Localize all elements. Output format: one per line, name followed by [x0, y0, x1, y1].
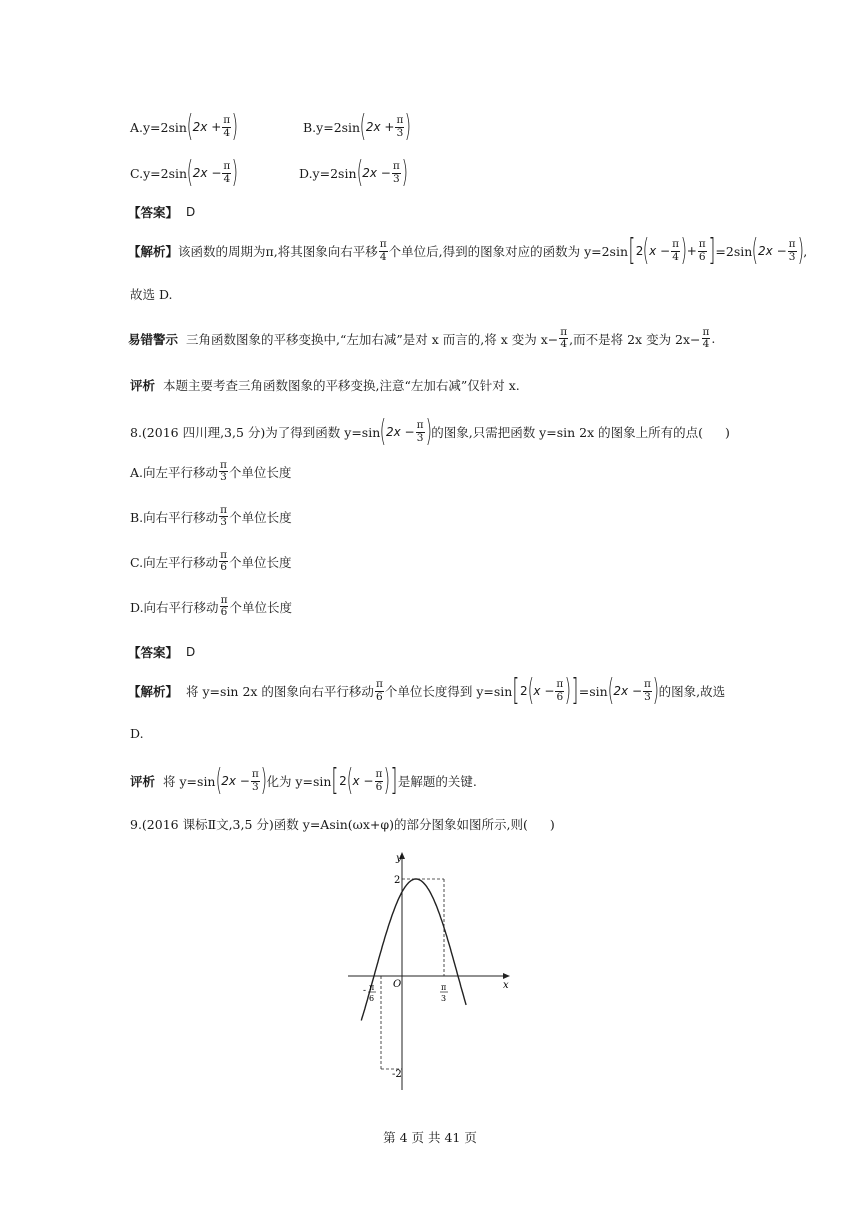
q8-analysis: 【解析】 将 y=sin 2x 的图象向右平行移动 $\frac{\pi}{6}$ 个单位长度得到 y=sin [ 2 ( x − $\frac{\pi}{6}$ ) ] =sin ( 2x − $\frac{\pi}{3}$ ) 的图象,故选: [128, 673, 726, 708]
q8-text-2: 的图象,只需把函数 y=sin 2x 的图象上所有的点(: [431, 425, 703, 440]
analysis-text-1: 该函数的周期为π,将其图象向右平移: [178, 244, 378, 259]
option-a-inner: 2x +: [192, 120, 222, 134]
comment-text-3: 是解题的关键.: [397, 774, 477, 789]
analysis-text-3: =sin: [578, 683, 608, 699]
option-d-inner: 2x −: [362, 166, 391, 180]
answer-value: D: [186, 645, 196, 659]
q9-text: 9.(2016 课标Ⅱ文,3,5 分)函数 y=Asin(ωx+φ)的部分图象如图所示,则(: [130, 817, 528, 832]
origin-label: O: [393, 979, 402, 990]
q8-comment: 评析 将 y=sin ( 2x − $\frac{\pi}{3}$ ) 化为 y=sin [ 2 ( x − $\frac{\pi}{6}$ ) ] 是解题的关键.: [130, 763, 477, 798]
analysis-label: 【解析】: [128, 684, 179, 699]
q7-option-b: B.y=2sin ( 2x + $\frac{\pi}{3}$ ): [303, 109, 412, 144]
comment-label: 评析: [130, 378, 156, 393]
answer-label: 【答案】: [128, 205, 179, 220]
option-b-frac: $\frac{\pi}{3}$: [396, 114, 404, 139]
x-axis-arrow: [503, 973, 510, 979]
frac-pi-4: $\frac{\pi}{4}$: [379, 238, 387, 263]
q7-option-d: D.y=2sin ( 2x − $\frac{\pi}{3}$ ): [299, 155, 408, 190]
analysis-text-4: ,: [803, 243, 808, 259]
comment-text: 本题主要考查三角函数图象的平移变换,注意“左加右减”仅针对 x.: [163, 378, 520, 393]
q7-comment: [130, 376, 520, 394]
q8-analysis-line2: D.: [130, 726, 144, 741]
analysis-label: 【解析】: [128, 244, 179, 259]
q7-warning: 易错警示 三角函数图象的平移变换中,“左加右减”是对 x 而言的,将 x 变为 x− $\frac{\pi}{4}$ ,而不是将 2x 变为 2x− $\frac{\pi}{4}$ .: [128, 326, 716, 351]
warning-text-2: ,而不是将 2x 变为 2x−: [569, 331, 701, 347]
q8-option-d: D.向右平行移动 $\frac{\pi}{6}$ 个单位长度: [130, 594, 292, 619]
q7-option-c: C.y=2sin ( 2x − $\frac{\pi}{4}$ ): [130, 155, 239, 190]
option-a-prefix: A.y=2sin: [130, 119, 187, 135]
x-neg-den: 6: [369, 994, 375, 1003]
q8-option-c: C.向左平行移动 $\frac{\pi}{6}$ 个单位长度: [130, 549, 292, 574]
answer-value: D: [186, 205, 196, 219]
q8-stem: 8.(2016 四川理,3,5 分)为了得到函数 y=sin ( 2x − $\frac{\pi}{3}$ ) 的图象,只需把函数 y=sin 2x 的图象上所有的点( ): [130, 414, 730, 449]
answer-label: 【答案】: [128, 645, 179, 660]
max-label: 2: [394, 875, 401, 886]
option-d-prefix: D.y=2sin: [299, 165, 357, 181]
warning-text-1: 三角函数图象的平移变换中,“左加右减”是对 x 而言的,将 x 变为 x−: [186, 331, 559, 347]
comment-text-1: 将 y=sin: [163, 774, 216, 789]
y-axis-label: y: [396, 853, 402, 864]
x-pos-num: π: [441, 983, 447, 992]
option-c-inner: 2x −: [192, 166, 222, 180]
q7-answer: [128, 203, 195, 221]
x-neg-num: π: [369, 983, 375, 992]
page-footer: 第 4 页 共 41 页: [383, 1130, 477, 1145]
x-axis-label: x: [503, 980, 509, 991]
comment-label: 评析: [130, 774, 156, 789]
q8-answer: [128, 643, 195, 661]
q9-close: ): [549, 816, 555, 832]
analysis-text-1: 将 y=sin 2x 的图象向右平行移动: [186, 684, 374, 699]
sine-graph: [340, 845, 520, 1095]
warning-label: 易错警示: [128, 331, 179, 347]
sine-curve: [361, 879, 466, 1021]
x-neg-sign: -: [363, 986, 367, 996]
option-b-prefix: B.y=2sin: [303, 119, 361, 135]
warning-text-3: .: [711, 331, 716, 347]
option-a-frac: $\frac{\pi}{4}$: [223, 114, 231, 139]
analysis-text-3: =2sin: [715, 243, 753, 259]
analysis-text-2: 个单位长度得到 y=sin: [384, 684, 513, 699]
min-label: -2: [392, 1069, 402, 1080]
q7-option-a: A.y=2sin ( 2x + $\frac{\pi}{4}$ ): [130, 109, 239, 144]
q8-text-3: ): [725, 424, 730, 440]
q8-option-a: A.向左平行移动 $\frac{\pi}{3}$ 个单位长度: [130, 459, 292, 484]
x-pos-den: 3: [441, 994, 447, 1003]
option-d-frac: $\frac{\pi}{3}$: [392, 160, 400, 185]
option-c-prefix: C.y=2sin: [130, 165, 188, 181]
analysis-text-2: 个单位后,得到的图象对应的函数为 y=2sin: [388, 244, 629, 259]
comment-text-2: 化为 y=sin: [266, 774, 332, 789]
option-b-inner: 2x +: [365, 120, 395, 134]
analysis-text-4: 的图象,故选: [658, 684, 726, 699]
q8-text-1: 8.(2016 四川理,3,5 分)为了得到函数 y=sin: [130, 425, 381, 440]
q7-analysis-line2: 故选 D.: [130, 287, 173, 302]
q7-analysis: 【解析】 该函数的周期为π,将其图象向右平移 $\frac{\pi}{4}$ 个单位后,得到的图象对应的函数为 y=2sin [ 2 ( x − $\frac{\pi}{4}$ ) + $\frac{\pi}{6}$ ] =2sin ( 2x − $\frac{\pi}{3}$ ) ,: [128, 233, 808, 268]
q9-stem: [130, 815, 555, 833]
q8-option-b: B.向右平行移动 $\frac{\pi}{3}$ 个单位长度: [130, 504, 292, 529]
option-c-frac: $\frac{\pi}{4}$: [223, 160, 231, 185]
